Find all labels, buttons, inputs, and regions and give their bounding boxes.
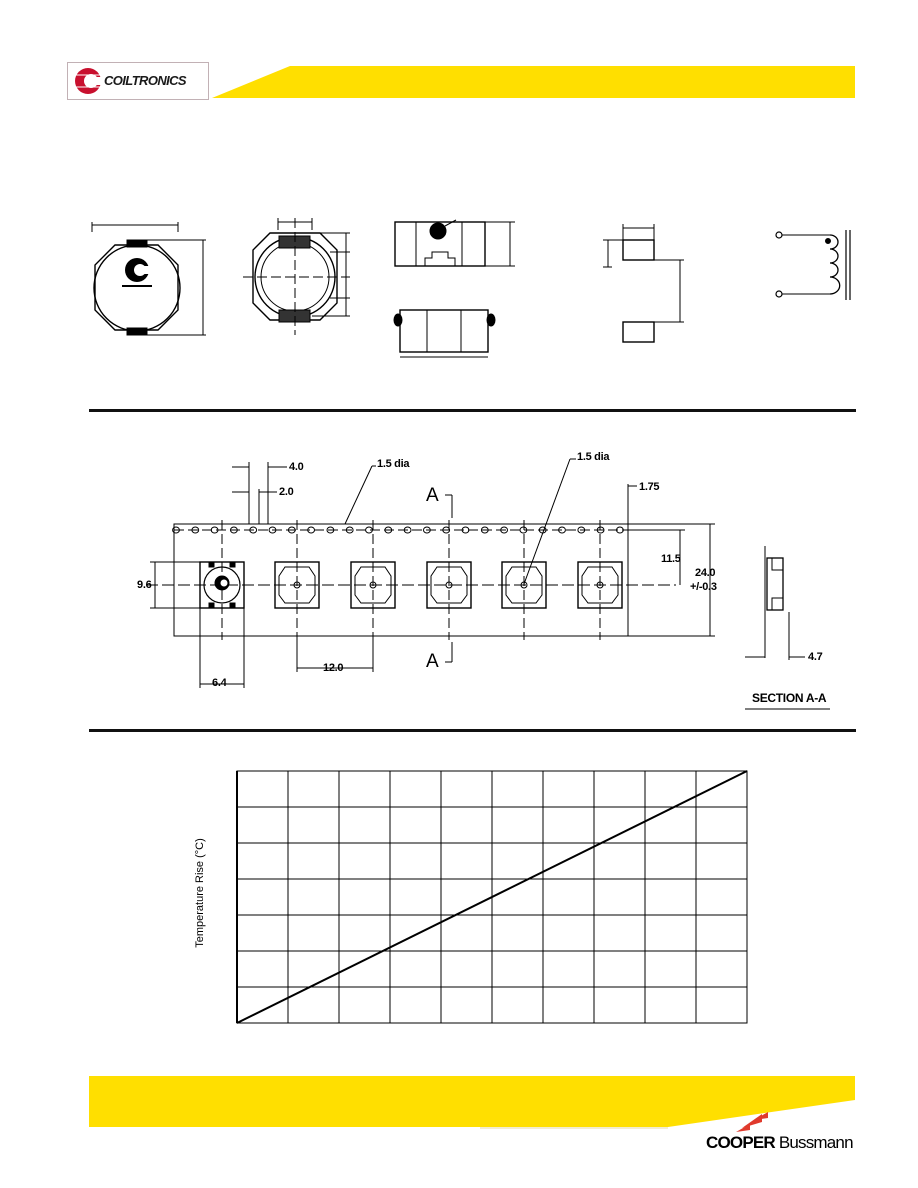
section-mark-bottom: A: [426, 651, 439, 672]
section-mark-top: A: [426, 485, 439, 506]
hole-dia-label-left: 1.5 dia: [377, 458, 410, 470]
header-yellow-band: [212, 66, 855, 98]
pocket-corner-mark: [230, 562, 235, 567]
coiltronics-logo: [67, 62, 209, 100]
dim-9-6: 9.6: [137, 579, 152, 591]
footer-banner: [0, 1070, 918, 1130]
dim-1-75: 1.75: [639, 481, 660, 493]
chart-y-axis-label: Temperature Rise (°C): [194, 838, 206, 948]
section-a-a-label: SECTION A-A: [752, 691, 827, 705]
section-divider: [89, 729, 856, 732]
inductor-end-view: [394, 310, 495, 357]
dim-4-0: 4.0: [289, 461, 304, 473]
dim-tolerance: +/-0.3: [690, 581, 717, 593]
inductor-schematic: [776, 230, 850, 300]
inductor-side-view: [395, 220, 515, 266]
cooper-bussmann-wordmark: [706, 1133, 853, 1153]
coiltronics-wordmark: COILTRONICS: [104, 73, 186, 88]
inductor-logo-cutout: [221, 580, 228, 587]
mechanical-drawings: [0, 200, 918, 380]
bussmann-word: Bussmann: [778, 1133, 853, 1152]
hole-dia-label-right: 1.5 dia: [577, 451, 610, 463]
dim-6-4: 6.4: [212, 677, 227, 689]
pocket-corner-mark: [209, 562, 214, 567]
section-pocket: [767, 558, 783, 610]
dim-12-0: 12.0: [323, 662, 344, 674]
dim-11-5: 11.5: [661, 553, 681, 565]
hole-dia-leader-right: [524, 459, 570, 584]
section-pocket-detail: [772, 558, 783, 570]
section-divider: [89, 409, 856, 412]
dim-4-7: 4.7: [808, 651, 823, 663]
temperature-rise-chart: [0, 760, 918, 1040]
inductor-bottom-view: [243, 218, 350, 335]
hole-dia-leader-left: [345, 466, 372, 524]
pocket-corner-mark: [230, 603, 235, 608]
coiltronics-c-icon: [70, 63, 106, 99]
inductor-top-view: [92, 222, 206, 335]
section-pocket-detail: [772, 598, 783, 610]
pad-layout: [603, 224, 684, 342]
cooper-bussmann-emblem-icon: [730, 1110, 770, 1134]
cooper-word: COOPER: [706, 1133, 775, 1152]
carrier-tape-outline: [174, 524, 628, 636]
dim-24-0: 24.0: [695, 567, 716, 579]
pocket-corner-mark: [209, 603, 214, 608]
dim-2-0: 2.0: [279, 486, 294, 498]
